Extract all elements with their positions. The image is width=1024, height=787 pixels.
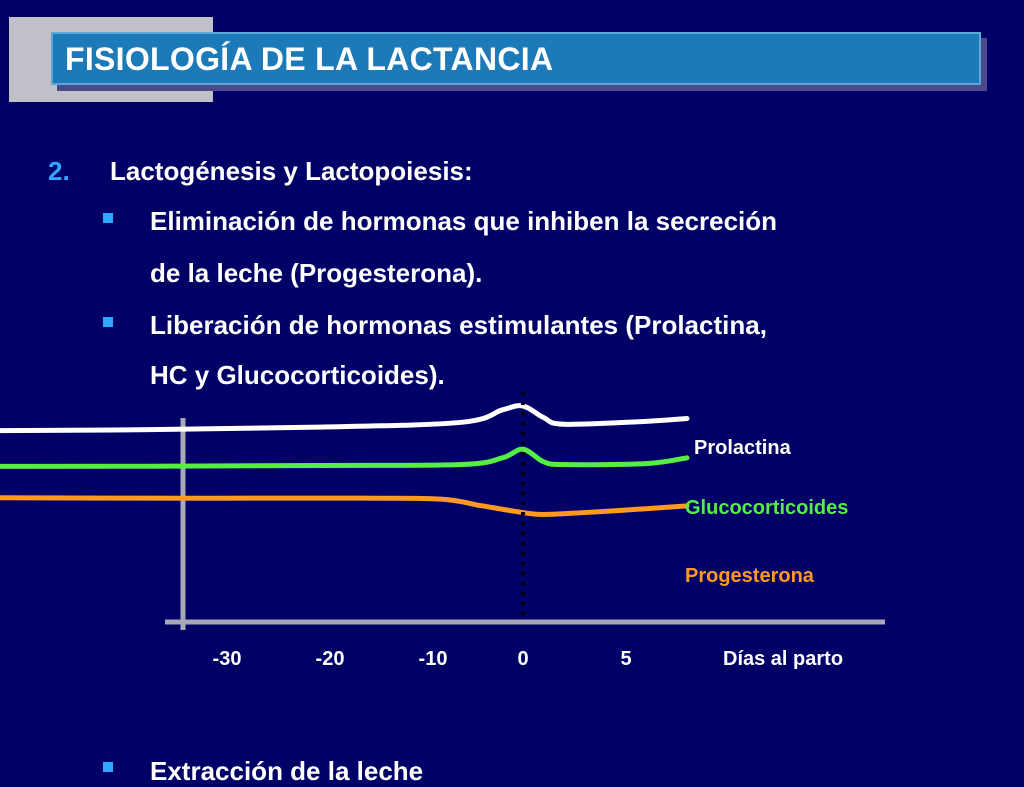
bullet1-line2: de la leche (Progesterona). [150,258,483,288]
bullet2-line2: HC y Glucocorticoides). [150,360,445,390]
x-tick-label: -30 [212,648,242,670]
legend-label-prolactina: Prolactina [694,437,791,459]
list-number: 2. [48,156,70,186]
bullet3-partial: Extracción de la leche [150,756,424,786]
legend-label-progesterona: Progesterona [685,565,814,587]
series-line-progesterona [0,497,687,514]
x-tick-label: 5 [620,648,632,670]
legend-label-glucocorticoides: Glucocorticoides [685,497,849,519]
x-tick-label: -20 [315,648,345,670]
series-line-glucocorticoides [0,449,687,466]
x-tick-label: -10 [418,648,448,670]
x-axis-label: Días al parto [723,648,844,670]
page-title: FISIOLOGÍA DE LA LACTANCIA [65,41,554,77]
series-line-prolactina [0,406,687,431]
list-heading: Lactogénesis y Lactopoiesis: [110,156,473,186]
bullet1-line1: Eliminación de hormonas que inhiben la secreción [150,206,778,236]
x-tick-label: 0 [517,648,529,670]
bullet2-line1: Liberación de hormonas estimulantes (Prolactina, [150,310,767,340]
